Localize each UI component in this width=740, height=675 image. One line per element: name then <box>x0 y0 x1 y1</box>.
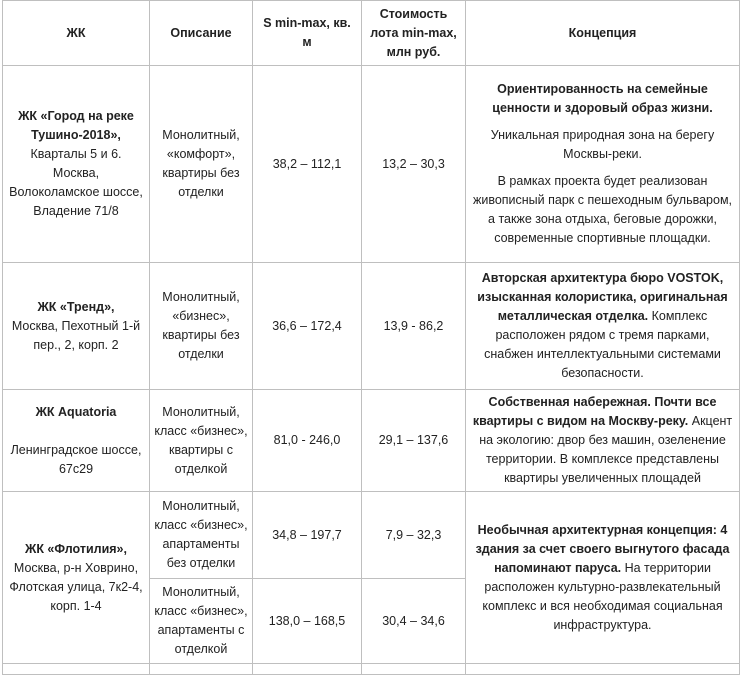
concept-cell <box>466 263 740 390</box>
header-description: Описание <box>150 1 253 66</box>
price-cell: 7,9 – 32,3 <box>362 492 466 579</box>
concept-text: На территории расположен культурно-развлекательный комплекс и вся необходимая социальная инфраструктура. <box>482 560 723 632</box>
empty-cell <box>466 664 740 675</box>
area-cell: 138,0 – 168,5 <box>253 579 362 664</box>
area-cell: 38,2 – 112,1 <box>253 66 362 263</box>
complex-cell <box>3 390 150 492</box>
table-row <box>3 263 740 390</box>
header-zhk: ЖК <box>3 1 150 66</box>
concept-highlight: Собственная набережная. Почти все квартиры с видом на Москву-реку. <box>472 395 717 428</box>
complex-address: Москва, Пехотный 1-й пер., 2, корп. 2 <box>11 318 141 352</box>
price-cell: 30,4 – 34,6 <box>362 579 466 664</box>
complex-address: Москва, р-н Ховрино, Флотская улица, 7к2-4, корп. 1-4 <box>9 560 143 613</box>
table-row <box>3 66 740 263</box>
concept-highlight: Ориентированность на семейные ценности и здоровый образ жизни. <box>492 82 713 115</box>
complex-address: Кварталы 5 и 6. Москва, Волоколамское шоссе, Владение 71/8 <box>9 147 143 218</box>
description-cell: Монолитный, класс «бизнес», апартаменты с отделкой <box>150 579 253 664</box>
concept-cell <box>466 66 740 263</box>
concept-cell <box>466 492 740 664</box>
price-cell: 13,9 - 86,2 <box>362 263 466 390</box>
complex-name: ЖК «Тренд», <box>37 299 115 314</box>
complex-name: ЖК «Город на реке Тушино-2018», <box>18 109 134 142</box>
concept-text: Комплекс расположен рядом с тремя парками, снабжен интеллектуальными системами безопасности. <box>484 309 721 380</box>
header-area: S min-max, кв. м <box>253 1 362 66</box>
complex-cell <box>3 492 150 664</box>
concept-highlight: Авторская архитектура бюро VOSTOK, изысканная колористика, оригинальная металлическая отделка. <box>477 271 728 323</box>
empty-cell <box>3 664 150 675</box>
header-concept: Концепция <box>466 1 740 66</box>
empty-cell <box>362 664 466 675</box>
housing-comparison-table <box>2 0 740 675</box>
area-cell: 34,8 – 197,7 <box>253 492 362 579</box>
price-cell: 29,1 – 137,6 <box>362 390 466 492</box>
table-row <box>3 390 740 492</box>
complex-address: Ленинградское шоссе, 67с29 <box>10 442 142 476</box>
description-cell: Монолитный, класс «бизнес», апартаменты без отделки <box>150 492 253 579</box>
price-cell: 13,2 – 30,3 <box>362 66 466 263</box>
description-cell: Монолитный, «комфорт», квартиры без отделки <box>150 66 253 263</box>
concept-paragraph: Уникальная природная зона на берегу Москвы-реки. <box>490 128 715 161</box>
concept-text: Акцент на экологию: двор без машин, озеленение территории. В комплексе представлены квартиры увеличенных площадей <box>479 414 733 485</box>
header-price: Стоимость лота min-max, млн руб. <box>362 1 466 66</box>
description-cell: Монолитный, класс «бизнес», квартиры с отделкой <box>150 390 253 492</box>
concept-cell <box>466 390 740 492</box>
empty-cell <box>150 664 253 675</box>
table-row <box>3 664 740 675</box>
concept-paragraph: В рамках проекта будет реализован живописный парк с пешеходным бульваром, а также зона отдыха, беговые дорожки, современные спортивные площадки. <box>472 174 733 245</box>
complex-name: ЖК Aquatoria <box>35 404 117 419</box>
description-cell: Монолитный, «бизнес», квартиры без отделки <box>150 263 253 390</box>
area-cell: 81,0 - 246,0 <box>253 390 362 492</box>
concept-highlight: Необычная архитектурная концепция: 4 здания за счет своего выгнутого фасада напоминают паруса. <box>475 522 730 575</box>
empty-cell <box>253 664 362 675</box>
table-header-row <box>3 1 740 66</box>
complex-name: ЖК «Флотилия», <box>25 541 127 556</box>
complex-cell <box>3 66 150 263</box>
table-row <box>3 492 740 579</box>
complex-cell <box>3 263 150 390</box>
area-cell: 36,6 – 172,4 <box>253 263 362 390</box>
